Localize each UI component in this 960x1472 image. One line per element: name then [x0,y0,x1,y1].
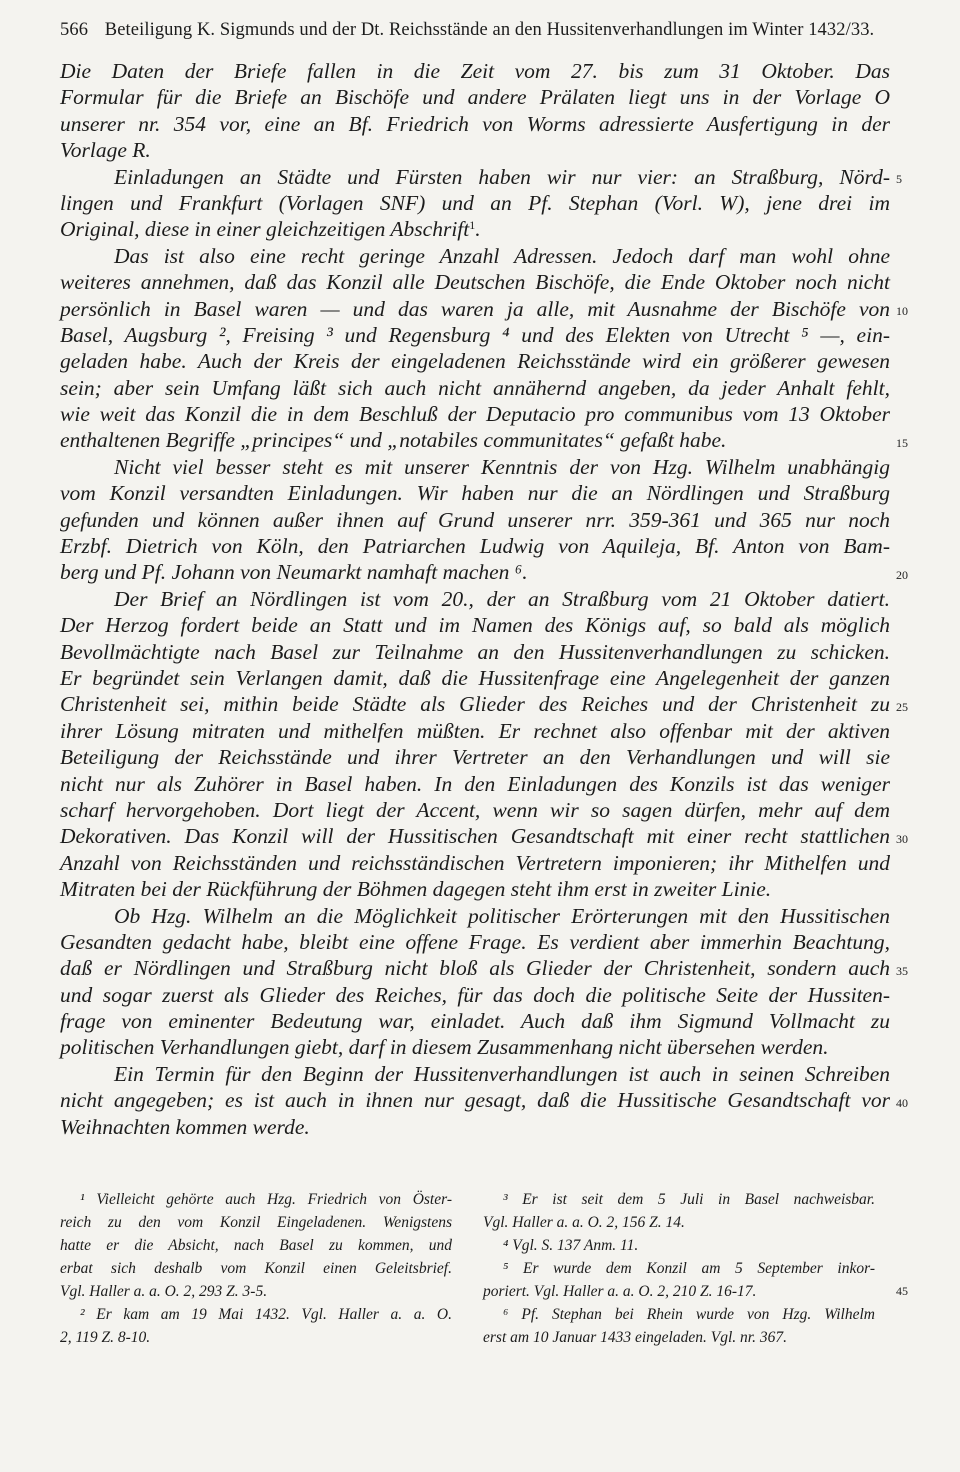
footnotes-left-column [60,1188,452,1349]
text-line: Erzbf. Dietrich von Köln, den Patriarchen Ludwig von Aquileja, Bf. Anton von Bam- [60,534,890,559]
text-line: daß er Nördlingen und Straßburg nicht bloß als Glieder der Christenheit, sondern auch [60,956,890,981]
footnotes-right-column [483,1188,875,1349]
footnote-line: 2, 119 Z. 8-10. [60,1329,151,1346]
text-line: berg und Pf. Johann von Neumarkt namhaft machen ⁶. [60,560,528,585]
text-line: Der Herzog fordert beide an Statt und im Namen des Königs auf, so bald als möglich [60,613,890,638]
text-line: Ob Hzg. Wilhelm an die Möglichkeit politischer Erörterungen mit den Hussitischen [114,903,890,928]
line-number: 10 [896,303,908,318]
line-number: 25 [896,699,908,714]
footnote-line: erst am 10 Januar 1433 eingeladen. Vgl. nr. 367. [483,1329,787,1346]
footnote-line: ⁶ Pf. Stephan bei Rhein wurde von Hzg. Wilhelm [503,1306,875,1323]
text-line: weiteres annehmen, daß das Konzil alle Deutschen Bischöfe, die Ende Oktober noch nicht [60,270,890,295]
text-line: gefunden und können außer ihnen auf Grund unserer nrr. 359-361 und 365 nur noch [60,507,890,532]
footnote-line: reich zu den vom Konzil Eingeladenen. Wenigstens [60,1214,452,1231]
line-number: 15 [896,435,908,450]
running-title: Beteiligung K. Sigmunds und der Dt. Reichsstände an den Hussitenverhandlungen im Winter 1432/33. [104,20,875,40]
text-line: Gesandten gedacht habe, bleibt eine offene Frage. Es verdient aber immerhin Beachtung, [60,929,890,954]
line-number: 35 [896,963,908,978]
text-line: Vorlage R. [60,138,151,163]
page-number: 566 [60,20,89,40]
text-line: Mitraten bei der Rückführung der Böhmen dagegen steht ihm erst in zweiter Linie. [60,877,772,902]
text-line: nicht angegeben; es ist auch in ihnen nur gesagt, daß die Hussitische Gesandtschaft vor [60,1088,890,1113]
text-line: Nicht viel besser steht es mit unserer Kenntnis der von Hzg. Wilhelm unabhängig [114,454,890,479]
text-line: unserer nr. 354 vor, eine an Bf. Friedrich von Worms adressierte Ausfertigung in der [60,111,890,136]
line-number: 20 [896,567,908,582]
text-line: scharf hervorgehoben. Dort liegt der Accent, wenn wir so sagen dürfen, mehr auf dem [60,797,890,822]
text-line: Er begründet sein Verlangen damit, daß die Hussitenfrage eine Angelegenheit der ganzen [60,665,890,690]
footnote-line: ⁴ Vgl. S. 137 Anm. 11. [503,1237,639,1254]
footnote-line: ³ Er ist seit dem 5 Juli in Basel nachweisbar. [503,1191,875,1208]
text-line: Bevollmächtigte nach Basel zur Teilnahme an den Hussitenverhandlungen zu schicken. [60,639,890,664]
footnote-line: ⁵ Er wurde dem Konzil am 5 September inkor- [503,1260,875,1277]
text-line: Die Daten der Briefe fallen in die Zeit vom 27. bis zum 31 Oktober. Das [60,59,890,83]
text-line: Dekorativen. Das Konzil will der Hussitischen Gesandtschaft mit einer recht stattlichen [60,824,890,849]
text-line: persönlich in Basel waren — und das waren ja alle, mit Ausnahme der Bischöfe von [60,296,890,321]
text-line: geladen habe. Auch der Kreis der eingeladenen Reichsstände wird ein größerer gewesen [60,349,890,374]
text-line: ihrer Lösung mitraten und mithelfen müßten. Er rechnet also offenbar mit der aktiven [60,718,890,743]
footnote-line: hatte er die Absicht, nach Basel zu kommen, und [60,1237,452,1254]
text-line: Beteiligung der Reichsstände und ihrer Vertreter an den Verhandlungen und will sie [60,745,890,770]
footnote-line: ² Er kam am 19 Mai 1432. Vgl. Haller a. a. O. [80,1306,452,1323]
text-line: Anzahl von Reichsständen und reichsständischen Vertretern imponieren; ihr Mithelfen und [60,850,890,875]
footnote-line: erbat sich deshalb vom Konzil einen Geleitsbrief. [60,1260,452,1277]
footnote-line: ¹ Vielleicht gehörte auch Hzg. Friedrich von Öster- [80,1191,452,1208]
text-line: Der Brief an Nördlingen ist vom 20., der an Straßburg vom 21 Oktober datiert. [114,586,890,611]
footnote-line: poriert. Vgl. Haller a. a. O. 2, 210 Z. 16-17. [483,1283,757,1300]
text-line: Ein Termin für den Beginn der Hussitenverhandlungen ist auch in seinen Schreiben [114,1061,890,1086]
text-line: lingen und Frankfurt (Vorlagen SNF) und an Pf. Stephan (Vorl. W), jene drei im [60,190,890,215]
text-line: Christenheit sei, mithin beide Städte als Glieder des Reiches und der Christenheit zu [60,692,890,717]
running-header [60,20,900,41]
text-line: Einladungen an Städte und Fürsten haben wir nur vier: an Straßburg, Nörd- [114,164,890,189]
text-line: wie weit das Konzil die in dem Beschluß der Deputacio pro communibus vom 13 Oktober [60,402,890,427]
footnote-line: Vgl. Haller a. a. O. 2, 156 Z. 14. [483,1214,685,1231]
text-line: enthaltenen Begriffe „principes“ und „notabiles communitates“ gefaßt habe. [60,428,727,453]
text-line: sein; aber sein Umfang läßt sich auch nicht annähernd angeben, da jeder Anhalt fehlt, [60,375,890,400]
line-number: 40 [896,1095,908,1110]
text-line: und sogar zuerst als Glieder des Reiches, für das doch die politische Seite der Hussiten- [60,982,890,1007]
line-number: 30 [896,831,908,846]
text-line: nicht nur als Zuhörer in Basel haben. In den Einladungen des Konzils ist das weniger [60,771,890,796]
footnote-line: Vgl. Haller a. a. O. 2, 293 Z. 3-5. [60,1283,268,1300]
text-line: frage von eminenter Bedeutung war, einladet. Auch daß ihm Sigmund Vollmacht zu [60,1009,890,1034]
text-line: Weihnachten kommen werde. [60,1114,310,1139]
text-line: vom Konzil versandten Einladungen. Wir haben nur die an Nördlingen und Straßburg [60,481,890,506]
text-line: Basel, Augsburg ², Freising ³ und Regensburg ⁴ und des Elekten von Utrecht ⁵ —, ein- [60,322,890,347]
text-line: Das ist also eine recht geringe Anzahl Adressen. Jedoch darf man wohl ohne [114,243,890,268]
text-line: Original, diese in einer gleichzeitigen Abschrift$^1$. [60,217,481,242]
main-text [60,58,890,1140]
text-line: Formular für die Briefe an Bischöfe und andere Prälaten liegt uns in der Vorlage O [60,85,890,110]
text-line: politischen Verhandlungen giebt, darf in diesem Zusammenhang nicht übersehen werden. [60,1035,829,1060]
footnote-line-number: 45 [896,1284,908,1298]
line-number: 5 [896,171,902,186]
